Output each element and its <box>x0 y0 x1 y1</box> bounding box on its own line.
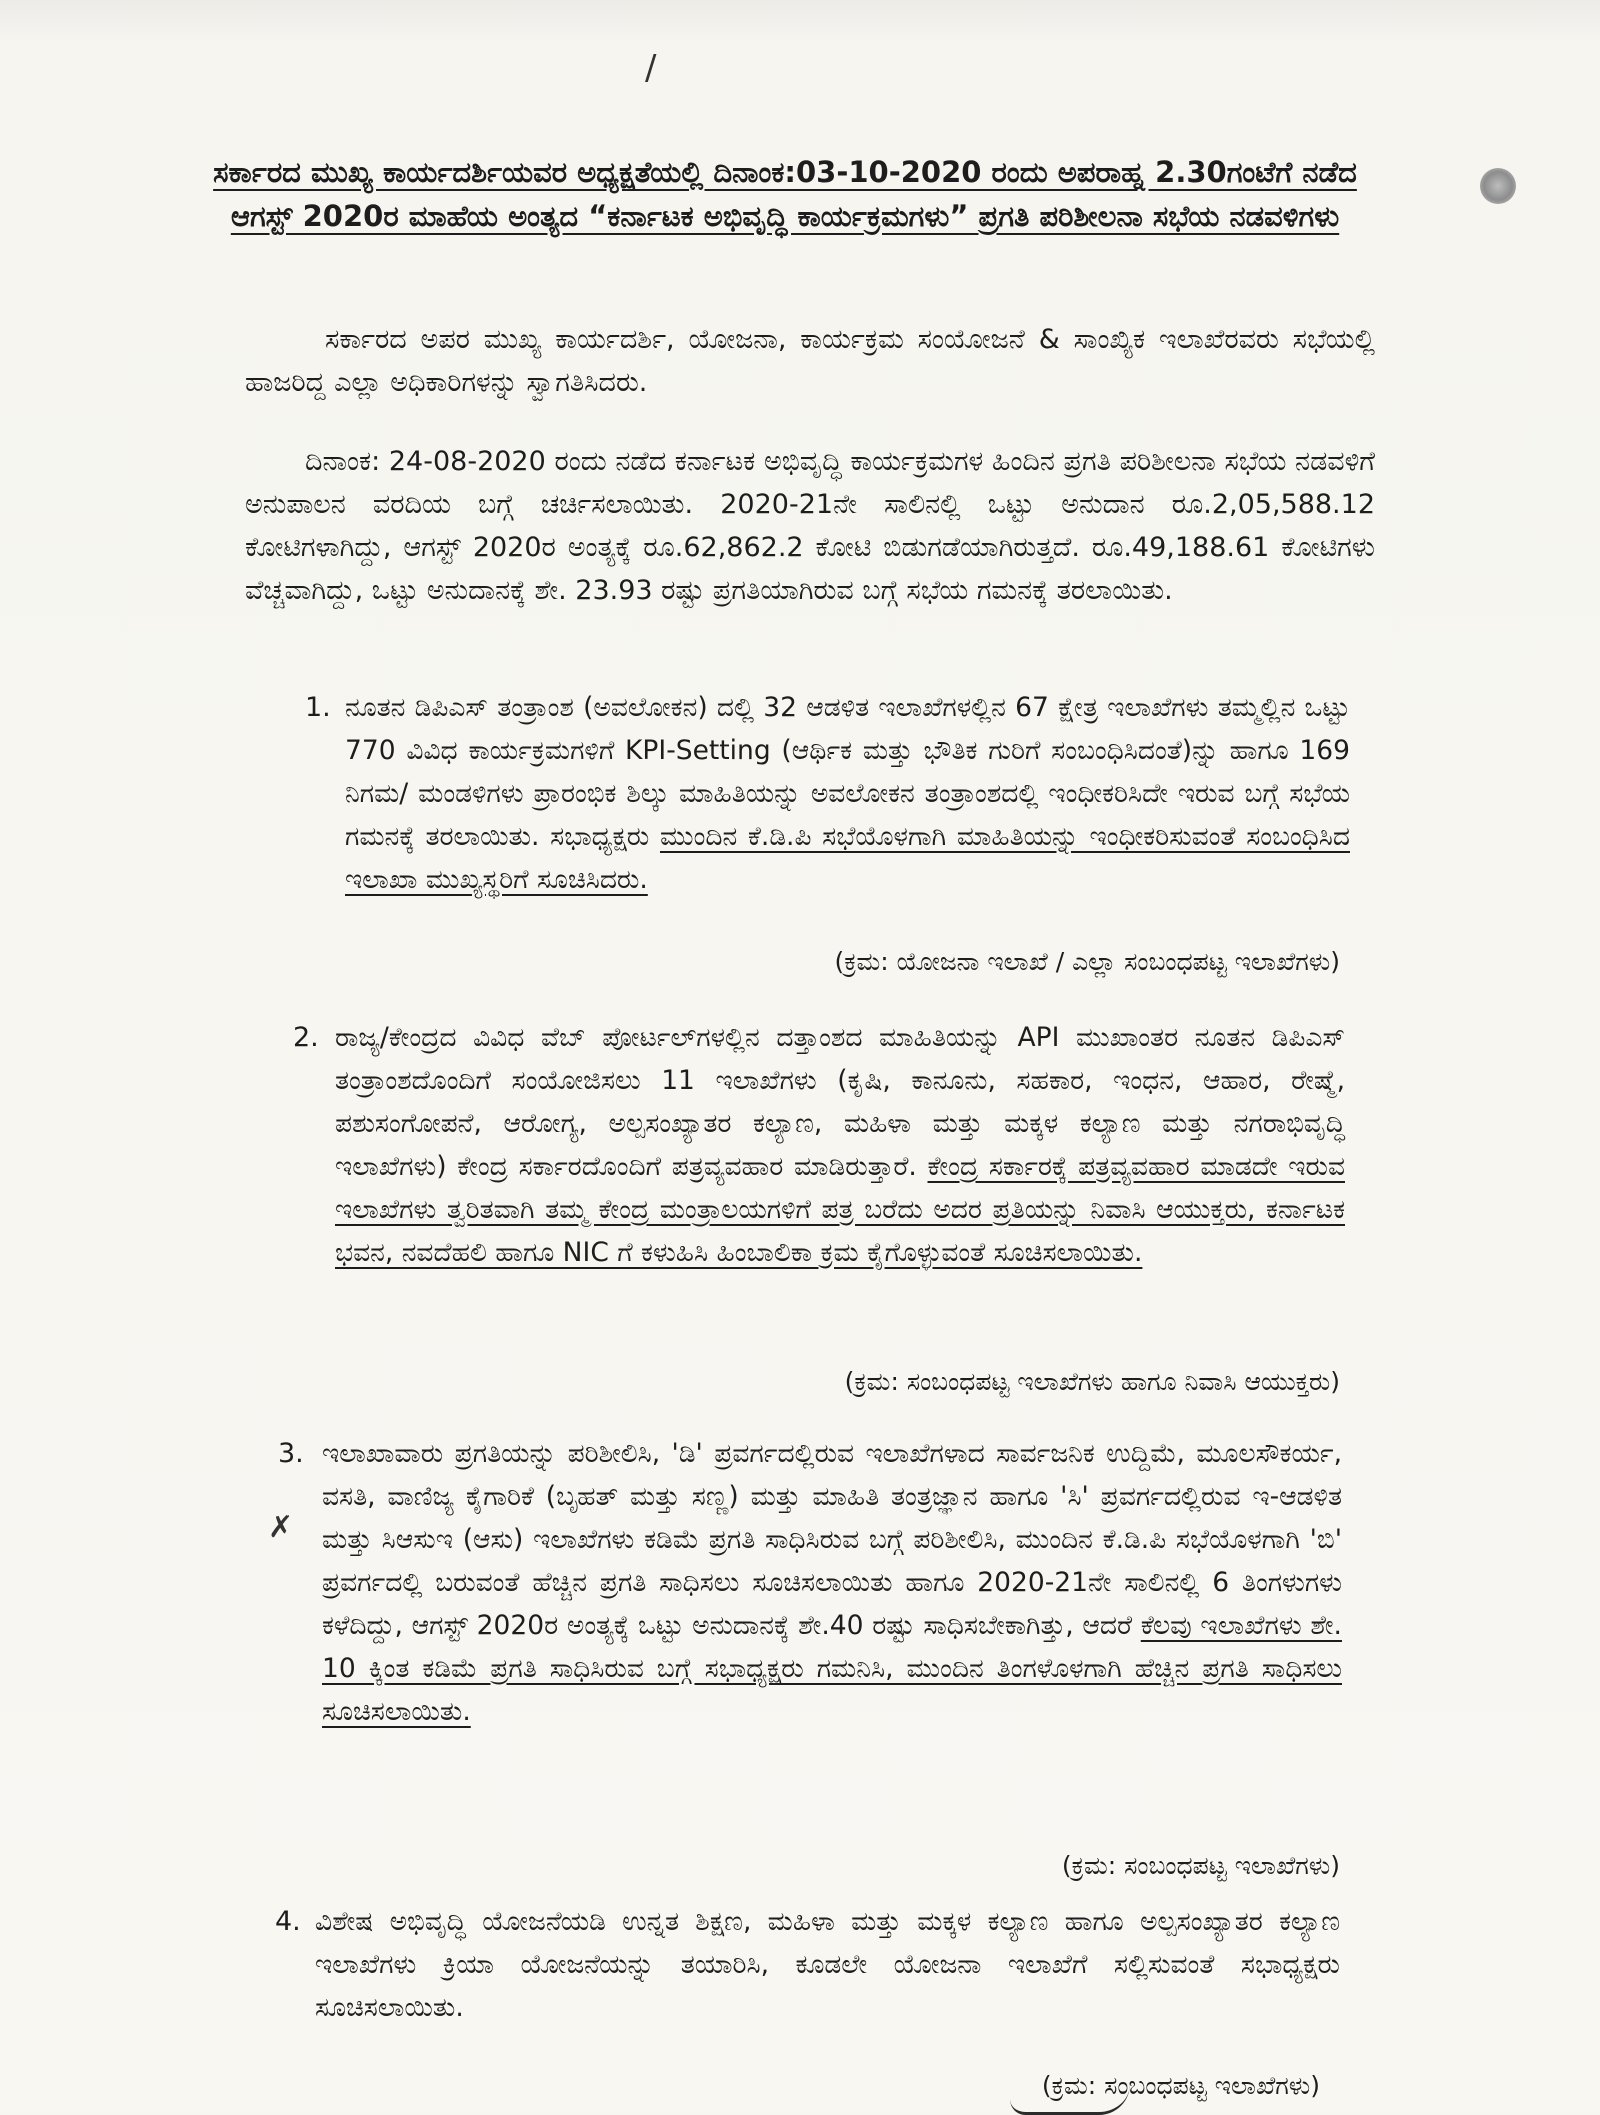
item-responsibility: (ಕ್ರಮ: ಯೋಜನಾ ಇಲಾಖೆ / ಎಲ್ಲಾ ಸಂಬಂಧಪಟ್ಟ ಇಲಾಖೆಗಳು) <box>834 947 1340 976</box>
list-item <box>315 1900 1340 2029</box>
list-item <box>335 1016 1345 1274</box>
heading-text: ಸರ್ಕಾರದ ಮುಖ್ಯ ಕಾರ್ಯದರ್ಶಿಯವರ ಅಧ್ಯಕ್ಷತೆಯಲ್ಲಿ ದಿನಾಂಕ:03-10-2020 ರಂದು ಅಪರಾಹ್ನ 2.30ಗಂಟೆಗೆ ನಡೆದ ಆಗಸ್ಟ್ 2020ರ ಮಾಹೆಯ ಅಂತ್ಯದ “ಕರ್ನಾಟಕ ಅಭಿವೃದ್ಧಿ ಕಾರ್ಯಕ್ರಮಗಳು” ಪ್ರಗತಿ ಪರಿಶೀಲನಾ ಸಭೆಯ ನಡವಳಿಗಳು <box>213 155 1357 233</box>
item-text: ಇಲಾಖಾವಾರು ಪ್ರಗತಿಯನ್ನು ಪರಿಶೀಲಿಸಿ, 'ಡಿ' ಪ್ರವರ್ಗದಲ್ಲಿರುವ ಇಲಾಖೆಗಳಾದ ಸಾರ್ವಜನಿಕ ಉದ್ದಿಮೆ, ಮೂಲಸೌಕರ್ಯ, ವಸತಿ, ವಾಣಿಜ್ಯ ಕೈಗಾರಿಕೆ (ಬೃಹತ್ ಮತ್ತು ಸಣ್ಣ) ಮತ್ತು ಮಾಹಿತಿ ತಂತ್ರಜ್ಞಾನ ಹಾಗೂ 'ಸಿ' ಪ್ರವರ್ಗದಲ್ಲಿರುವ ಇ-ಆಡಳಿತ ಮತ್ತು ಸಿಆಸುಇ (ಆಸು) ಇಲಾಖೆಗಳು ಕಡಿಮೆ ಪ್ರಗತಿ ಸಾಧಿಸಿರುವ ಬಗ್ಗೆ ಪರಿಶೀಲಿಸಿ, ಮುಂದಿನ ಕೆ.ಡಿ.ಪಿ ಸಭೆಯೊಳಗಾಗಿ 'ಬಿ' ಪ್ರವರ್ಗದಲ್ಲಿ ಬರುವಂತೆ ಹೆಚ್ಚಿನ ಪ್ರಗತಿ ಸಾಧಿಸಲು ಸೂಚಿಸಲಾಯಿತು ಹಾಗೂ 2020-21ನೇ ಸಾಲಿನಲ್ಲಿ 6 ತಿಂಗಳುಗಳು ಕಳೆದಿದ್ದು, ಆಗಸ್ಟ್ 2020ರ ಅಂತ್ಯಕ್ಕೆ ಒಟ್ಟು ಅನುದಾನಕ್ಕೆ ಶೇ.40 ರಷ್ಟು ಸಾಧಿಸಬೇಕಾಗಿತ್ತು, ಆದರೆ <box>322 1438 1342 1641</box>
item-number: 3. <box>278 1438 304 1469</box>
item-text: ನೂತನ ಡಿಪಿಎಸ್ ತಂತ್ರಾಂಶ (ಅವಲೋಕನ) ದಲ್ಲಿ 32 ಆಡಳಿತ ಇಲಾಖೆಗಳಲ್ಲಿನ 67 ಕ್ಷೇತ್ರ ಇಲಾಖೆಗಳು ತಮ್ಮಲ್ಲಿನ ಒಟ್ಟು 770 ವಿವಿಧ ಕಾರ್ಯಕ್ರಮಗಳಿಗೆ KPI-Setting (ಆರ್ಥಿಕ ಮತ್ತು ಭೌತಿಕ ಗುರಿಗೆ ಸಂಬಂಧಿಸಿದಂತೆ)ನ್ನು ಹಾಗೂ 169 ನಿಗಮ/ ಮಂಡಳಿಗಳು ಪ್ರಾರಂಭಿಕ ಶಿಲ್ಕು ಮಾಹಿತಿಯನ್ನು ಅವಲೋಕನ ತಂತ್ರಾಂಶದಲ್ಲಿ ಇಂಧೀಕರಿಸಿದೇ ಇರುವ ಬಗ್ಗೆ ಸಭೆಯ ಗಮನಕ್ಕೆ ತರಲಾಯಿತು. ಸಭಾಧ್ಯಕ್ಷರು <box>345 692 1350 852</box>
list-item <box>345 686 1350 901</box>
item-text: ರಾಜ್ಯ/ಕೇಂದ್ರದ ವಿವಿಧ ವೆಬ್ ಪೋರ್ಟಲ್‌ಗಳಲ್ಲಿನ ದತ್ತಾಂಶದ ಮಾಹಿತಿಯನ್ನು API ಮುಖಾಂತರ ನೂತನ ಡಿಪಿಎಸ್ ತಂತ್ರಾಂಶದೊಂದಿಗೆ ಸಂಯೋಜಿಸಲು 11 ಇಲಾಖೆಗಳು (ಕೃಷಿ, ಕಾನೂನು, ಸಹಕಾರ, ಇಂಧನ, ಆಹಾರ, ರೇಷ್ಮೆ, ಪಶುಸಂಗೋಪನೆ, ಆರೋಗ್ಯ, ಅಲ್ಪಸಂಖ್ಯಾತರ ಕಲ್ಯಾಣ, ಮಹಿಳಾ ಮತ್ತು ಮಕ್ಕಳ ಕಲ್ಯಾಣ ಮತ್ತು ನಗರಾಭಿವೃದ್ಧಿ ಇಲಾಖೆಗಳು) ಕೇಂದ್ರ ಸರ್ಕಾರದೊಂದಿಗೆ ಪತ್ರವ್ಯವಹಾರ ಮಾಡಿರುತ್ತಾರೆ. <box>335 1022 1345 1182</box>
item-number: 4. <box>275 1906 301 1937</box>
margin-mark: ✗ <box>268 1510 294 1545</box>
item-number: 1. <box>305 692 331 723</box>
page-top-mark: / <box>645 48 657 88</box>
signature-mark <box>1010 2084 1130 2115</box>
summary-paragraph: ದಿನಾಂಕ: 24-08-2020 ರಂದು ನಡೆದ ಕರ್ನಾಟಕ ಅಭಿವೃದ್ಧಿ ಕಾರ್ಯಕ್ರಮಗಳ ಹಿಂದಿನ ಪ್ರಗತಿ ಪರಿಶೀಲನಾ ಸಭೆಯ ನಡವಳಿಗೆ ಅನುಪಾಲನ ವರದಿಯ ಬಗ್ಗೆ ಚರ್ಚಿಸಲಾಯಿತು. 2020-21ನೇ ಸಾಲಿನಲ್ಲಿ ಒಟ್ಟು ಅನುದಾನ ರೂ.2,05,588.12 ಕೋಟಿಗಳಾಗಿದ್ದು, ಆಗಸ್ಟ್ 2020ರ ಅಂತ್ಯಕ್ಕೆ ರೂ.62,862.2 ಕೋಟಿ ಬಿಡುಗಡೆಯಾಗಿರುತ್ತದೆ. ರೂ.49,188.61 ಕೋಟಿಗಳು ವೆಚ್ಚವಾಗಿದ್ದು, ಒಟ್ಟು ಅನುದಾನಕ್ಕೆ ಶೇ. 23.93 ರಷ್ಟು ಪ್ರಗತಿಯಾಗಿರುವ ಬಗ್ಗೆ ಸಭೆಯ ಗಮನಕ್ಕೆ ತರಲಾಯಿತು. <box>245 446 1375 606</box>
item-number: 2. <box>293 1022 319 1053</box>
list-item <box>322 1432 1342 1733</box>
item-responsibility: (ಕ್ರಮ: ಸಂಬಂಧಪಟ್ಟ ಇಲಾಖೆಗಳು) <box>1041 2071 1320 2100</box>
item-directive: ಕೆಲವು ಇಲಾಖೆಗಳು ಶೇ. 10 ಕ್ಕಿಂತ ಕಡಿಮೆ ಪ್ರಗತಿ ಸಾಧಿಸಿರುವ ಬಗ್ಗೆ ಸಭಾಧ್ಯಕ್ಷರು ಗಮನಿಸಿ, ಮುಂದಿನ ತಿಂಗಳೊಳಗಾಗಿ ಹೆಚ್ಚಿನ ಪ್ರಗತಿ ಸಾಧಿಸಲು ಸೂಚಿಸಲಾಯಿತು. <box>322 1610 1342 1727</box>
intro-paragraph: ಸರ್ಕಾರದ ಅಪರ ಮುಖ್ಯ ಕಾರ್ಯದರ್ಶಿ, ಯೋಜನಾ, ಕಾರ್ಯಕ್ರಮ ಸಂಯೋಜನೆ & ಸಾಂಖ್ಯಿಕ ಇಲಾಖೆರವರು ಸಭೆಯಲ್ಲಿ ಹಾಜರಿದ್ದ ಎಲ್ಲಾ ಅಧಿಕಾರಿಗಳನ್ನು ಸ್ವಾಗತಿಸಿದರು. <box>245 324 1375 398</box>
document-heading <box>210 150 1360 238</box>
punch-hole-mark <box>1480 168 1516 204</box>
item-directive: ಮುಂದಿನ ಕೆ.ಡಿ.ಪಿ ಸಭೆಯೊಳಗಾಗಿ ಮಾಹಿತಿಯನ್ನು ಇಂಧೀಕರಿಸುವಂತೆ ಸಂಬಂಧಿಸಿದ ಇಲಾಖಾ ಮುಖ್ಯಸ್ಥರಿಗೆ ಸೂಚಿಸಿದರು. <box>345 821 1350 895</box>
item-text: ವಿಶೇಷ ಅಭಿವೃದ್ಧಿ ಯೋಜನೆಯಡಿ ಉನ್ನತ ಶಿಕ್ಷಣ, ಮಹಿಳಾ ಮತ್ತು ಮಕ್ಕಳ ಕಲ್ಯಾಣ ಹಾಗೂ ಅಲ್ಪಸಂಖ್ಯಾತರ ಕಲ್ಯಾಣ ಇಲಾಖೆಗಳು ಕ್ರಿಯಾ ಯೋಜನೆಯನ್ನು ತಯಾರಿಸಿ, ಕೂಡಲೇ ಯೋಜನಾ ಇಲಾಖೆಗೆ ಸಲ್ಲಿಸುವಂತೆ ಸಭಾಧ್ಯಕ್ಷರು ಸೂಚಿಸಲಾಯಿತು. <box>315 1906 1340 2023</box>
item-responsibility: (ಕ್ರಮ: ಸಂಬಂಧಪಟ್ಟ ಇಲಾಖೆಗಳು ಹಾಗೂ ನಿವಾಸಿ ಆಯುಕ್ತರು) <box>844 1367 1340 1396</box>
item-directive: ಕೇಂದ್ರ ಸರ್ಕಾರಕ್ಕೆ ಪತ್ರವ್ಯವಹಾರ ಮಾಡದೇ ಇರುವ ಇಲಾಖೆಗಳು ತ್ವರಿತವಾಗಿ ತಮ್ಮ ಕೇಂದ್ರ ಮಂತ್ರಾಲಯಗಳಿಗೆ ಪತ್ರ ಬರೆದು ಅದರ ಪ್ರತಿಯನ್ನು ನಿವಾಸಿ ಆಯುಕ್ತರು, ಕರ್ನಾಟಕ ಭವನ, ನವದೆಹಲಿ ಹಾಗೂ NIC ಗೆ ಕಳುಹಿಸಿ ಹಿಂಬಾಲಿಕಾ ಕ್ರಮ ಕೈಗೊಳ್ಳುವಂತೆ ಸೂಚಿಸಲಾಯಿತು. <box>335 1151 1345 1268</box>
item-responsibility: (ಕ್ರಮ: ಸಂಬಂಧಪಟ್ಟ ಇಲಾಖೆಗಳು) <box>1061 1851 1340 1880</box>
